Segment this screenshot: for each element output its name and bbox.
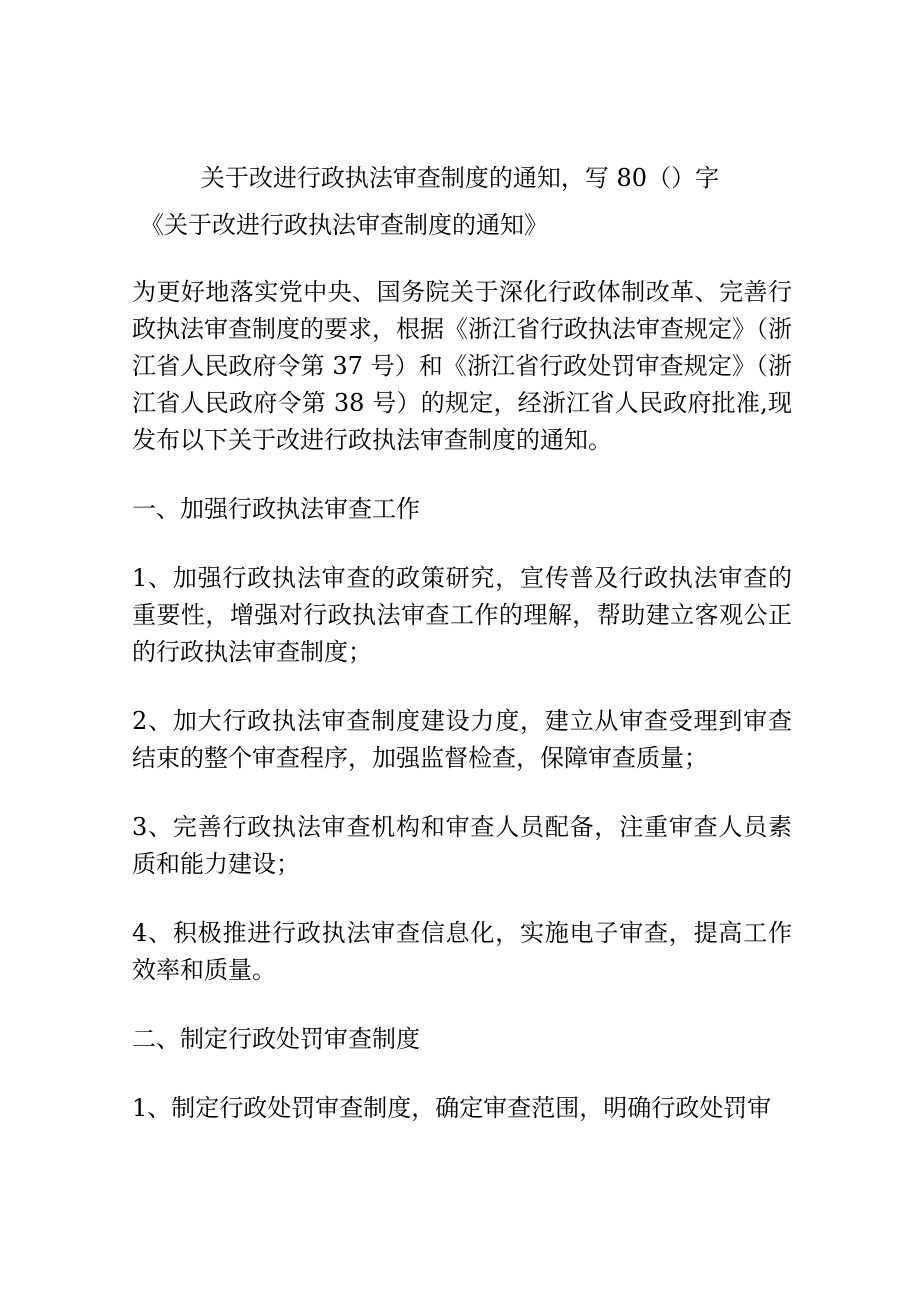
section-2-title: 二、制定行政处罚审查制度 (132, 1025, 420, 1053)
document-subtitle: 《关于改进行政执法审查制度的通知》 (140, 211, 548, 239)
section-1-item-4: 4、积极推进行政执法审查信息化，实施电子审查，提高工作效率和质量。 (132, 919, 792, 984)
section-2-item-1: 1、制定行政处罚审查制度，确定审查范围，明确行政处罚审 (132, 1094, 772, 1122)
section-1-item-3: 3、完善行政执法审查机构和审查人员配备，注重审查人员素质和能力建设； (132, 813, 792, 878)
document-body (132, 274, 792, 1159)
document-heading: 关于改进行政执法审查制度的通知，写 80（）字 (200, 164, 720, 192)
section-1-item-2: 2、加大行政执法审查制度建设力度，建立从审查受理到审查结束的整个审查程序，加强监督检查，保障审查质量； (132, 707, 792, 772)
intro-paragraph: 为更好地落实党中央、国务院关于深化行政体制改革、完善行政执法审查制度的要求，根据《浙江省行政执法审查规定》（浙江省人民政府令第 37 号）和《浙江省行政处罚审查规定》（浙江省人民政府令第 38 号）的规定，经浙江省人民政府批准,现发布以下关于改进行政执法审查制度的通知。 (132, 278, 792, 454)
section-1-title: 一、加强行政执法审查工作 (132, 495, 420, 523)
section-1-item-1: 1、加强行政执法审查的政策研究，宣传普及行政执法审查的重要性，增强对行政执法审查工作的理解，帮助建立客观公正的行政执法审查制度； (132, 564, 792, 666)
